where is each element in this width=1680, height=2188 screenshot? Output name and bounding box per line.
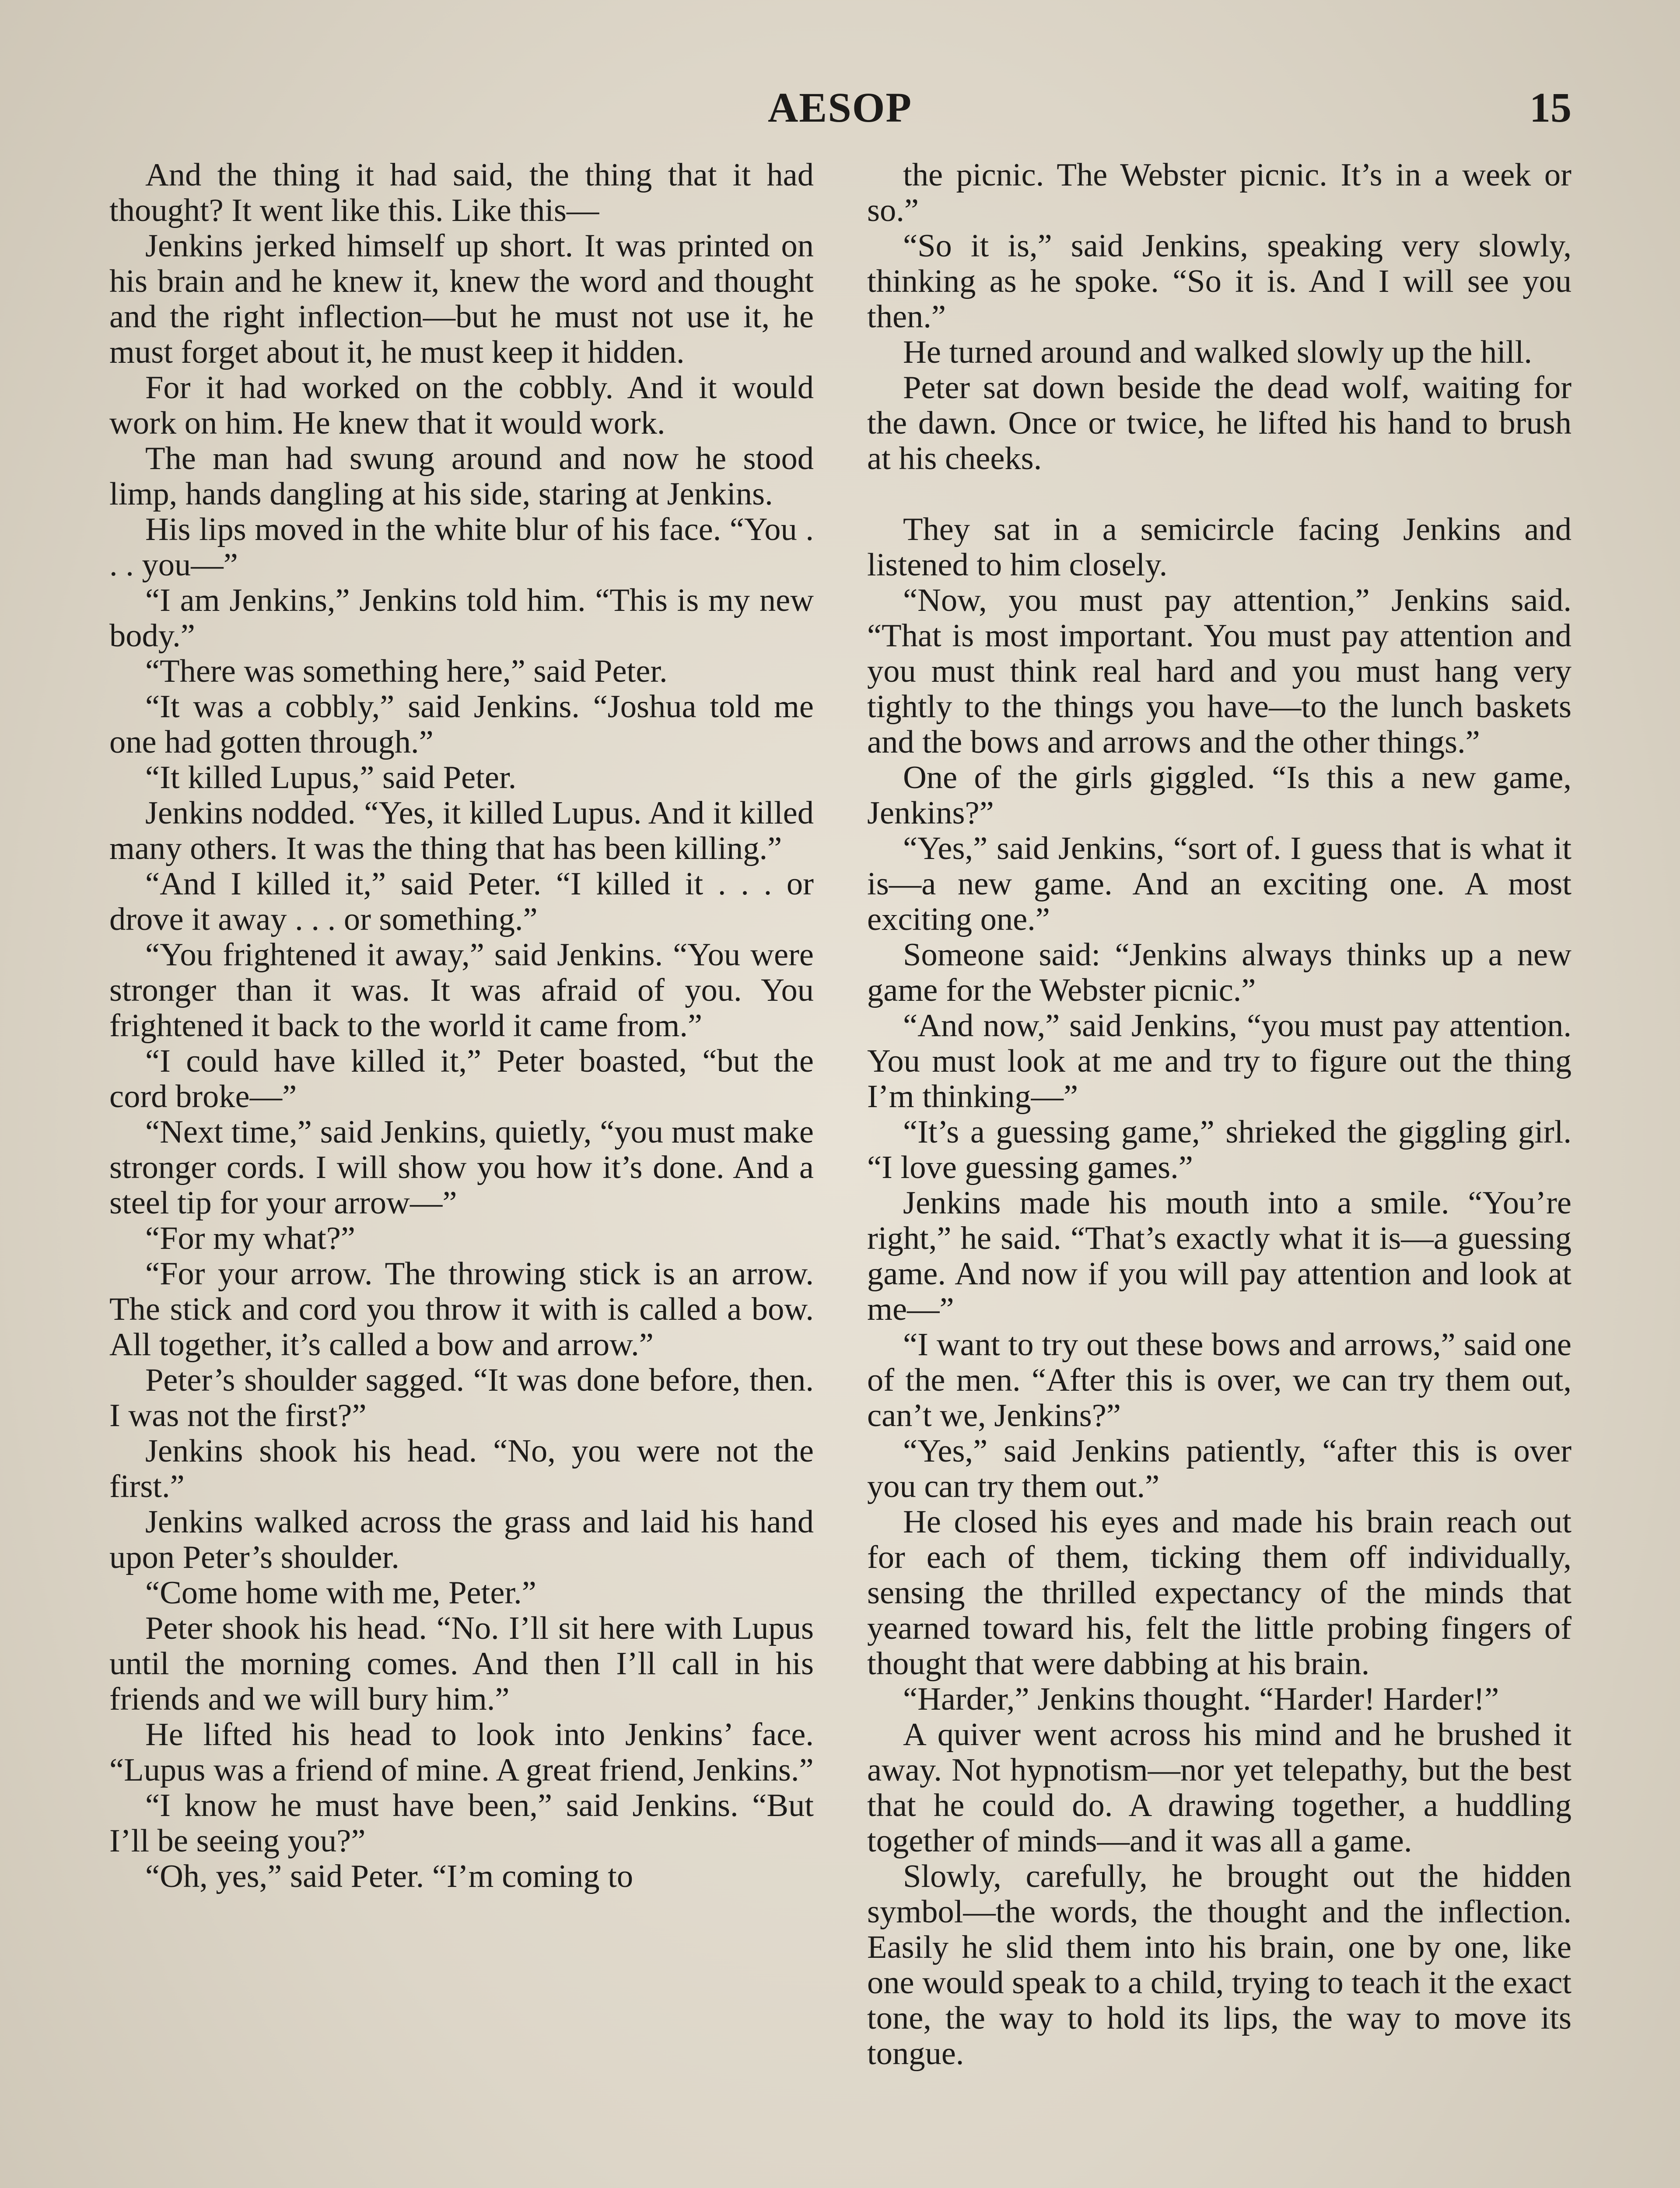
paragraph: “Oh, yes,” said Peter. “I’m coming to xyxy=(145,1858,634,1894)
paragraph: The man had swung around and now he stood limp, hands dangling at his side, staring at Jenkins. xyxy=(109,441,814,512)
paragraph: His lips moved in the white blur of his face. “You . . . you—” xyxy=(109,512,814,583)
paragraph: “Now, you must pay attention,” Jenkins said. “That is most important. You must pay attention and you must think real hard and you must hang very tightly to the things you have—to the lunch baskets and the bows and arrows and the other things.” xyxy=(867,582,1572,760)
paragraph: “There was something here,” said Peter. xyxy=(145,653,668,689)
paragraph: “For your arrow. The throwing stick is an arrow. The stick and cord you throw it with is called a bow. All together, it’s called a bow and arrow.” xyxy=(109,1256,814,1363)
paragraph: “Yes,” said Jenkins patiently, “after this is over you can try them out.” xyxy=(867,1433,1572,1504)
paragraph: “Next time,” said Jenkins, quietly, “you must make stronger cords. I will show you how it’s done. And a steel tip for your arrow—” xyxy=(109,1114,814,1221)
paragraph: “It was a cobbly,” said Jenkins. “Joshua told me one had gotten through.” xyxy=(109,689,814,760)
paragraph: “Come home with me, Peter.” xyxy=(145,1575,536,1611)
paragraph: And the thing it had said, the thing that it had thought? It went like this. Like this— xyxy=(109,158,814,228)
paragraph: A quiver went across his mind and he brushed it away. Not hypnotism—nor yet telepathy, but the best that he could do. A drawing together, a huddling together of minds—and it was all a game. xyxy=(867,1717,1572,1859)
right-column-lower-section xyxy=(867,512,1572,2072)
paragraph: Jenkins jerked himself up short. It was printed on his brain and he knew it, knew the word and thought and the right inflection—but he must not use it, he must forget about it, he must keep it hidden. xyxy=(109,228,814,370)
paragraph: “It’s a guessing game,” shrieked the giggling girl. “I love guessing games.” xyxy=(867,1114,1572,1185)
paragraph: the picnic. The Webster picnic. It’s in a week or so.” xyxy=(867,158,1572,228)
paragraph: “So it is,” said Jenkins, speaking very slowly, thinking as he spoke. “So it is. And I will see you then.” xyxy=(867,228,1572,335)
paragraph: He turned around and walked slowly up the hill. xyxy=(903,334,1532,370)
paragraph: Slowly, carefully, he brought out the hidden symbol—the words, the thought and the inflection. Easily he slid them into his brain, one by one, like one would speak to a child, trying to teach it the exact tone, the way to hold its lips, the way to move its tongue. xyxy=(867,1858,1572,2072)
paragraph: “I am Jenkins,” Jenkins told him. “This is my new body.” xyxy=(109,582,814,654)
paragraph: “Yes,” said Jenkins, “sort of. I guess that is what it is—a new game. And an exciting one. A most exciting one.” xyxy=(867,831,1572,937)
paragraph: Peter sat down beside the dead wolf, waiting for the dawn. Once or twice, he lifted his hand to brush at his cheeks. xyxy=(867,370,1572,477)
scene-break xyxy=(867,477,1572,512)
paragraph: They sat in a semicircle facing Jenkins and listened to him closely. xyxy=(867,512,1572,583)
paragraph: “Harder,” Jenkins thought. “Harder! Harder!” xyxy=(903,1681,1499,1717)
paragraph: “And now,” said Jenkins, “you must pay attention. You must look at me and try to figure out the thing I’m thinking—” xyxy=(867,1008,1572,1115)
paragraph: “I know he must have been,” said Jenkins. “But I’ll be seeing you?” xyxy=(109,1788,814,1859)
right-column-upper-section xyxy=(867,158,1572,477)
paragraph: Peter’s shoulder sagged. “It was done before, then. I was not the first?” xyxy=(109,1362,814,1434)
paragraph: “I could have killed it,” Peter boasted, “but the cord broke—” xyxy=(109,1043,814,1115)
paragraph: He closed his eyes and made his brain reach out for each of them, ticking them off individually, sensing the thrilled expectancy of the minds that yearned toward his, felt the little probing fingers of thought that were dabbing at his brain. xyxy=(867,1504,1572,1682)
paragraph: For it had worked on the cobbly. And it would work on him. He knew that it would work. xyxy=(109,370,814,441)
paragraph: “You frightened it away,” said Jenkins. “You were stronger than it was. It was afraid of you. You frightened it back to the world it came from.” xyxy=(109,937,814,1044)
paragraph: “It killed Lupus,” said Peter. xyxy=(145,760,517,796)
running-title: AESOP xyxy=(767,84,913,131)
paragraph: Jenkins shook his head. “No, you were not the first.” xyxy=(109,1433,814,1504)
page-number: 15 xyxy=(1530,84,1572,131)
paragraph: Jenkins walked across the grass and laid his hand upon Peter’s shoulder. xyxy=(109,1504,814,1575)
paragraph: “For my what?” xyxy=(145,1220,355,1256)
left-text-column xyxy=(109,158,814,2188)
paragraph: Jenkins made his mouth into a smile. “You’re right,” he said. “That’s exactly what it is—a guessing game. And now if you will pay attention and look at me—” xyxy=(867,1185,1572,1327)
right-text-column xyxy=(867,158,1572,2188)
paragraph: One of the girls giggled. “Is this a new game, Jenkins?” xyxy=(867,760,1572,831)
paragraph: Someone said: “Jenkins always thinks up a new game for the Webster picnic.” xyxy=(867,937,1572,1008)
page-header xyxy=(0,83,1680,144)
paragraph: “I want to try out these bows and arrows,” said one of the men. “After this is over, we can try them out, can’t we, Jenkins?” xyxy=(867,1327,1572,1434)
paragraph: Jenkins nodded. “Yes, it killed Lupus. And it killed many others. It was the thing that has been killing.” xyxy=(109,795,814,866)
paragraph: “And I killed it,” said Peter. “I killed it . . . or drove it away . . . or something.” xyxy=(109,866,814,937)
paragraph: Peter shook his head. “No. I’ll sit here with Lupus until the morning comes. And then I’ll call in his friends and we will bury him.” xyxy=(109,1610,814,1717)
paragraph: He lifted his head to look into Jenkins’ face. “Lupus was a friend of mine. A great friend, Jenkins.” xyxy=(109,1717,814,1788)
